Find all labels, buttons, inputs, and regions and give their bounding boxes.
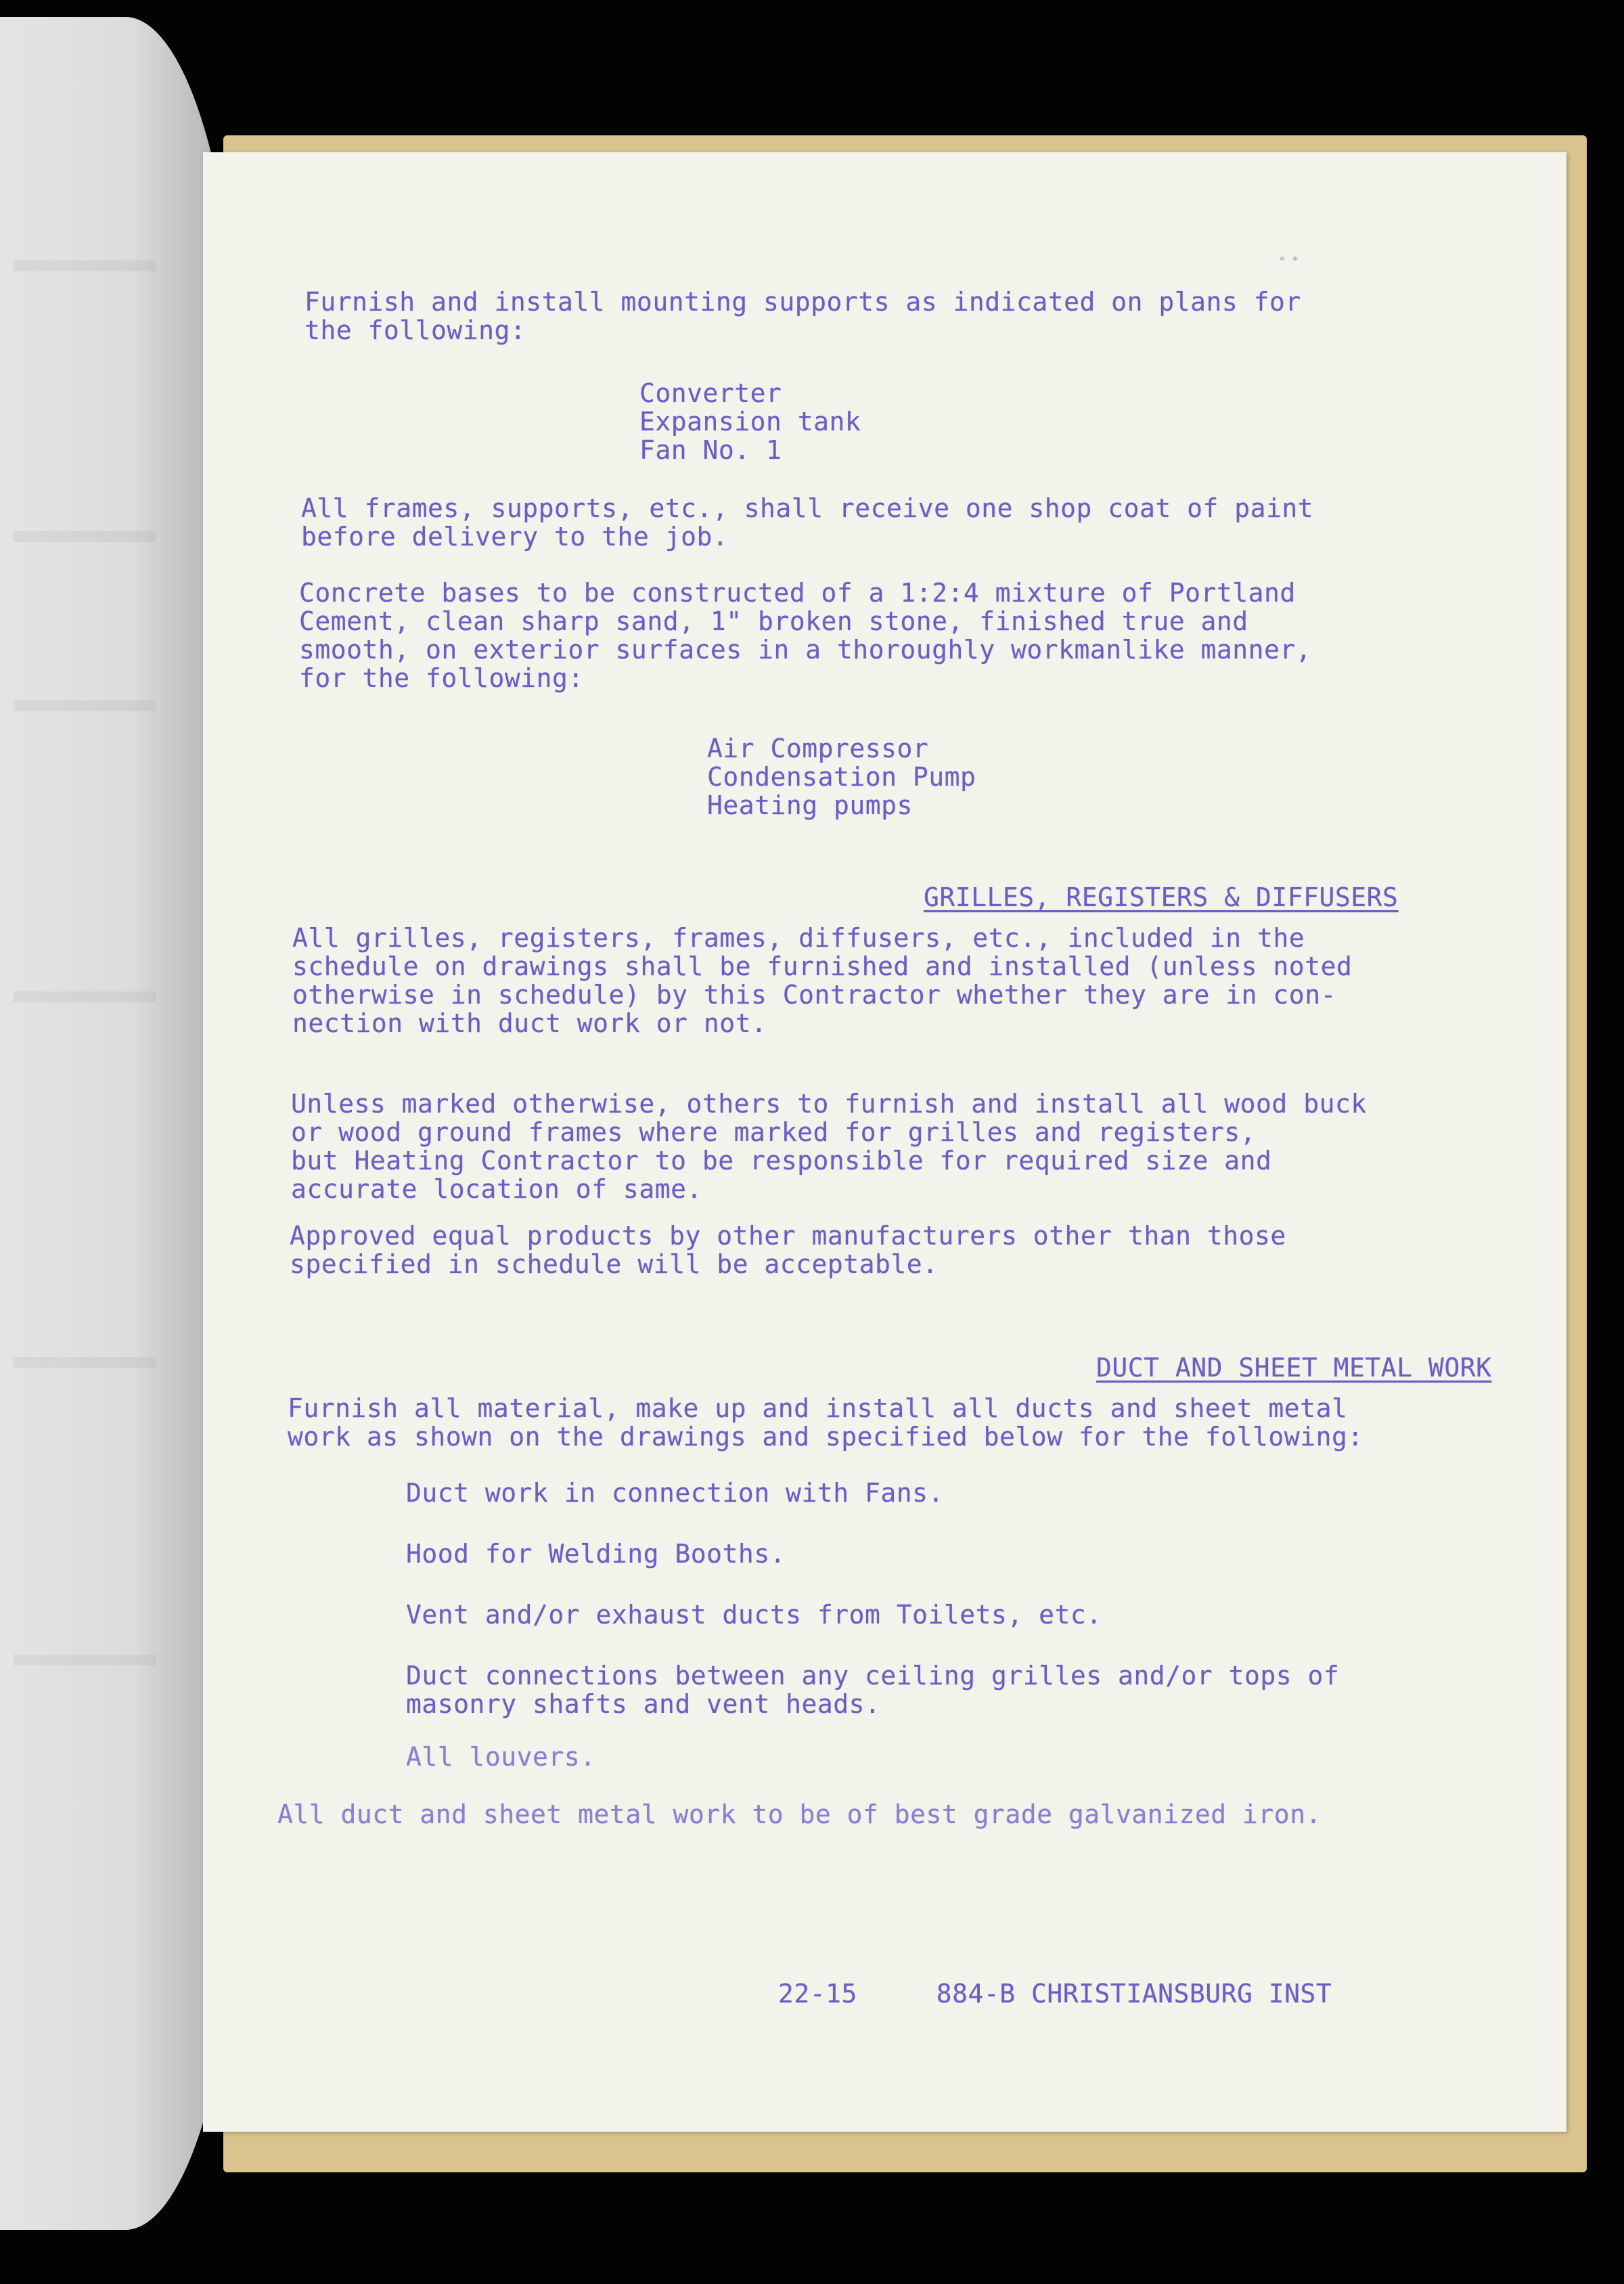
approved-equal-paragraph: Approved equal products by other manufacturers other than those specified in schedule will be acceptable. bbox=[290, 1221, 1286, 1279]
duct-item: Duct work in connection with Fans. bbox=[406, 1478, 944, 1508]
duct-item: All louvers. bbox=[406, 1742, 596, 1772]
duct-heading: DUCT AND SHEET METAL WORK bbox=[1096, 1353, 1492, 1383]
supports-intro: Furnish and install mounting supports as indicated on plans for the following: bbox=[304, 287, 1301, 345]
show-through-line bbox=[14, 261, 156, 271]
show-through-line bbox=[14, 1357, 156, 1368]
frames-paragraph: Unless marked otherwise, others to furnish and install all wood buck or wood ground frames where marked for grilles and registers, but Heating Contractor to be responsible for required size and accurate location of same. bbox=[291, 1089, 1367, 1204]
duct-item: Duct connections between any ceiling grilles and/or tops of masonry shafts and vent heads. bbox=[406, 1661, 1340, 1719]
show-through-line bbox=[14, 700, 156, 711]
concrete-note: Concrete bases to be constructed of a 1:2:4 mixture of Portland Cement, clean sharp sand, 1" broken stone, finished true and smooth, on exterior surfaces in a thoroughly workmanlike manner, for the following: bbox=[299, 578, 1312, 693]
concrete-item: Air Compressor bbox=[707, 734, 929, 763]
galvanized-note: All duct and sheet metal work to be of best grade galvanized iron. bbox=[277, 1799, 1322, 1829]
show-through-line bbox=[14, 531, 156, 542]
grilles-heading: GRILLES, REGISTERS & DIFFUSERS bbox=[924, 882, 1399, 912]
duct-item: Hood for Welding Booths. bbox=[406, 1539, 786, 1569]
grilles-paragraph: All grilles, registers, frames, diffusers, etc., included in the schedule on drawings shall be furnished and installed (unless noted otherwise in schedule) by this Contractor whether they are in con- nection with duct work or not. bbox=[292, 923, 1353, 1038]
paper-speck: * * bbox=[1279, 254, 1299, 267]
duct-intro: Furnish all material, make up and install all ducts and sheet metal work as shown on the drawings and specified below for the following: bbox=[288, 1393, 1363, 1452]
support-item: Expansion tank bbox=[639, 407, 861, 436]
support-item: Converter bbox=[639, 378, 782, 408]
concrete-item: Heating pumps bbox=[707, 790, 913, 820]
paint-note: All frames, supports, etc., shall receive one shop coat of paint before delivery to the job. bbox=[301, 493, 1314, 552]
support-item: Fan No. 1 bbox=[639, 435, 782, 465]
show-through-line bbox=[14, 991, 156, 1002]
duct-item: Vent and/or exhaust ducts from Toilets, etc. bbox=[406, 1600, 1102, 1630]
typed-page bbox=[203, 152, 1566, 2132]
concrete-item: Condensation Pump bbox=[707, 762, 976, 792]
show-through-line bbox=[14, 1655, 156, 1665]
page-footer: 22-15 884-B CHRISTIANSBURG INST bbox=[778, 1979, 1332, 2009]
